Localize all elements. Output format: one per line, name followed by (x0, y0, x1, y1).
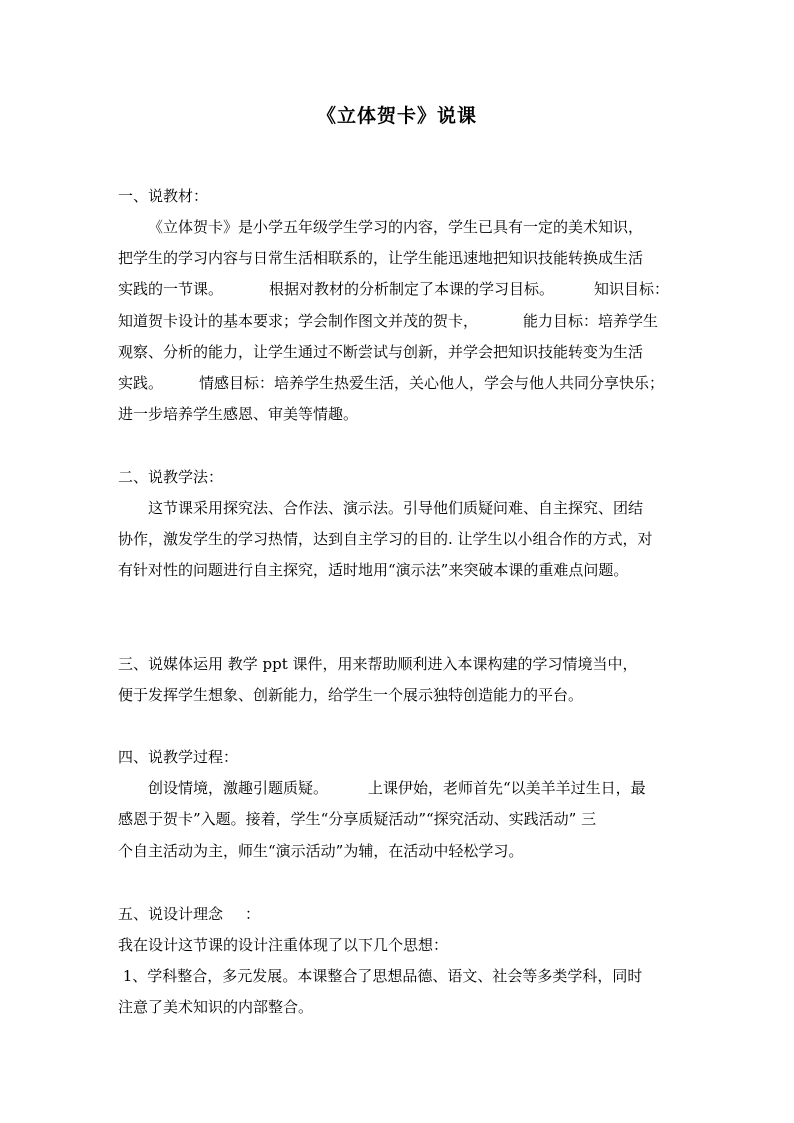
text-segment: 上课伊始，老师首先“以美羊羊过生日，最 (368, 779, 646, 797)
text-segment: 实践的一节课。 (118, 280, 224, 298)
text-segment: 知识目标： (594, 280, 670, 298)
paragraph-line: 1、学科整合，多元发展。本课整合了思想品德、语文、社会等多类学科，同时 (118, 967, 643, 985)
section-heading-3: 三、说媒体运用 教学 ppt 课件，用来帮助顺利进入本课构建的学习情境当中， (118, 655, 638, 673)
text-segment: 五、说设计理念 (118, 905, 224, 923)
paragraph-line: 观察、分析的能力，让学生通过不断尝试与创新，并学会把知识技能转变为生活 (118, 343, 644, 361)
paragraph-line: 便于发挥学生想象、创新能力，给学生一个展示独特创造能力的平台。 (118, 686, 584, 704)
section-heading-1: 一、说教材： (118, 187, 209, 205)
paragraph-line: 这节课采用探究法、合作法、演示法。引导他们质疑问难、自主探究、团结 (148, 499, 644, 517)
section-heading-2: 二、说教学法： (118, 468, 224, 486)
paragraph-line: 感恩于贺卡”入题。接着，学生“分享质疑活动”“探究活动、实践活动” 三 (118, 810, 597, 828)
text-segment: 创设情境，激趣引题质疑。 (148, 779, 329, 797)
section-heading-5 (118, 904, 260, 924)
paragraph-line (148, 778, 646, 798)
section-heading-4: 四、说教学过程： (118, 748, 239, 766)
paragraph-line: 把学生的学习内容与日常生活相联系的，让学生能迅速地把知识技能转换成生活 (118, 249, 644, 267)
paragraph-line (118, 279, 669, 299)
paragraph-line: 个自主活动为主，师生“演示活动”为辅，在活动中轻松学习。 (118, 842, 524, 860)
paragraph-line: 有针对性的问题进行自主探究，适时地用“演示法”来突破本课的重难点问题。 (118, 561, 629, 579)
document-title: 《立体贺卡》说课 (316, 105, 477, 127)
paragraph-line: 我在设计这节课的设计注重体现了以下几个思想： (118, 936, 449, 954)
text-segment: ： (245, 905, 261, 923)
paragraph-line: 协作，激发学生的学习热情，达到自主学习的目的. 让学生以小组合作的方式，对 (118, 530, 653, 548)
text-segment: 能力目标：培养学生 (523, 312, 659, 330)
text-segment: 知道贺卡设计的基本要求；学会制作图文并茂的贺卡， (118, 312, 479, 330)
paragraph-line (118, 373, 664, 393)
paragraph-line (118, 311, 658, 331)
paragraph-line: 进一步培养学生感恩、审美等情趣。 (118, 405, 359, 423)
text-segment: 情感目标：培养学生热爱生活，关心他人，学会与他人共同分享快乐； (199, 374, 665, 392)
paragraph-line: 注意了美术知识的内部整合。 (118, 998, 314, 1016)
text-segment: 根据对教材的分析制定了本课的学习目标。 (269, 280, 555, 298)
text-segment: 实践。 (118, 374, 164, 392)
paragraph-line: 《立体贺卡》是小学五年级学生学习的内容，学生已具有一定的美术知识， (148, 218, 644, 236)
